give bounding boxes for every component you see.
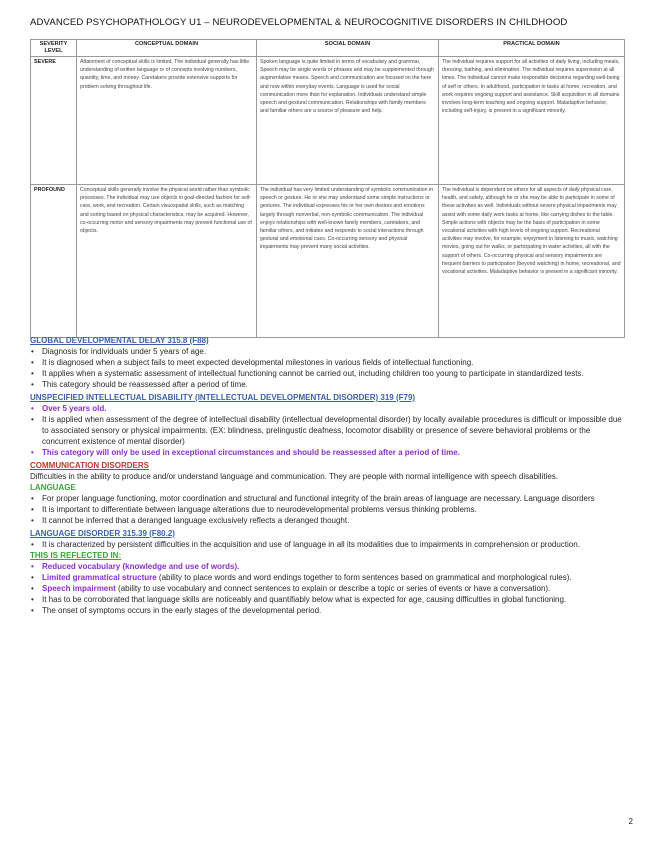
section-heading-communication: COMMUNICATION DISORDERS (30, 461, 149, 470)
severity-level-cell: PROFOUND (31, 185, 77, 338)
communication-paragraph: Difficulties in the ability to produce and/or understand language and communication. They are people with normal intelligence with speech disabilities. (30, 472, 559, 481)
term-label: Speech impairment (42, 584, 116, 593)
column-header: PRACTICAL DOMAIN (439, 40, 625, 57)
list-item (30, 583, 630, 594)
language-list (30, 493, 630, 526)
list-item: • It cannot be inferred that a deranged language exclusively reflects a deranged thought. (30, 515, 630, 526)
section-heading-uid: UNSPECIFIED INTELLECTUAL DISABILITY (INTELLECTUAL DEVELOPMENTAL DISORDER) 319 (F79) (30, 393, 416, 402)
list-item: • It applies when a systematic assessment of intellectual functioning cannot be carried out, including children too young to participate in standardized tests. (30, 368, 630, 379)
list-item: • This category should be reassessed after a period of time. (30, 379, 630, 390)
language-disorder-list (30, 539, 630, 550)
list-item: • The onset of symptoms occurs in the early stages of the developmental period. (30, 605, 630, 616)
gdd-list (30, 346, 630, 390)
uid-list (30, 403, 630, 458)
list-item: • It is characterized by persistent difficulties in the acquisition and use of language in all its modalities due to impairments in comprehension or production. (30, 539, 630, 550)
page-title: ADVANCED PSYCHOPATHOLOGY U1 – NEURODEVELOPMENTAL & NEUROCOGNITIVE DISORDERS IN CHILDHOOD (30, 17, 568, 28)
practical-cell: The individual is dependent on others for all aspects of daily physical care, health, and safety, although he or she may be able to participate in some of these activities as well. Individuals without severe physical impairments may assist with some daily work tasks at home, like carrying dishes to the table. Simple actions with objects may be the basis of participation in some vocational activities with high levels of ongoing support. Recreational activities may involve, for example, enjoyment in listening to music, watching movies, going out for walks, or participating in water activities, all with the support of others. Co-occurring physical and sensory impairments are frequent barriers to participation (beyond watching) in home, recreational, and vocational activities. Maladaptive behavior is present in a significant minority. (439, 185, 625, 338)
term-label: Limited grammatical structure (42, 573, 157, 582)
list-item: • Diagnosis for individuals under 5 years of age. (30, 346, 630, 357)
reflected-list (30, 561, 630, 616)
list-item: • Over 5 years old. (30, 403, 630, 414)
list-item: • It has to be corroborated that language skills are noticeably and quantifiably below what is expected for age, causing difficulties in global functioning. (30, 594, 630, 605)
severity-level-cell: SEVERE (31, 57, 77, 185)
section-heading-language: LANGUAGE (30, 483, 76, 492)
social-cell: The individual has very limited understanding of symbolic communication in speech or gesture. He or she may understand some simple instructions or gestures. The individual expresses his or her own desires and emotions largely through nonverbal, non-symbolic communication. The individual enjoys relationships with well-known family members, caretakers, and familiar others, and initiates and responds to social interactions through gestural and emotional cues. Co-occurring sensory and physical impairments may prevent many social activities. (257, 185, 439, 338)
column-header: CONCEPTUAL DOMAIN (77, 40, 257, 57)
list-item (30, 572, 630, 583)
table-row (31, 57, 625, 185)
list-item: • This category will only be used in exceptional circumstances and should be reassessed after a period of time. (30, 447, 630, 458)
social-cell: Spoken language is quite limited in terms of vocabulary and grammar. Speech may be single words or phrases and may be supplemented through augmentative means. Speech and communication are focused on the here and now within everyday events. Language is used for social communication more than for explanation. Individuals understand simple speech and gestural communication. Relationships with family members and familiar others are a source of pleasure and help. (257, 57, 439, 185)
column-header: SEVERITY LEVEL (31, 40, 77, 57)
table-header-row (31, 40, 625, 57)
list-item: • It is important to differentiate between language alterations due to neurodevelopmental problems versus thinking problems. (30, 504, 630, 515)
list-item: • Reduced vocabulary (knowledge and use of words). (30, 561, 630, 572)
page-number: 2 (628, 817, 633, 826)
table-row (31, 185, 625, 338)
list-item: • For proper language functioning, motor coordination and structural and functional integrity of the brain areas of language are necessary. Language disorders (30, 493, 630, 504)
conceptual-cell: Conceptual skills generally involve the physical world rather than symbolic processes. The individual may use objects in goal-directed fashion for self-care, work, and recreation. Certain visuospatial skills, such as matching and sorting based on physical characteristics, may be acquired. However, co-occurring motor and sensory impairments may prevent functional use of objects. (77, 185, 257, 338)
conceptual-cell: Attainment of conceptual skills is limited. The individual generally has little understanding of written language or of concepts involving numbers, quantity, time, and money. Caretakers provide extensive supports for problem solving throughout life. (77, 57, 257, 185)
term-text: (ability to use vocabulary and connect sentences to explain or describe a topic or series of events or have a conversation). (115, 584, 551, 593)
section-heading-language-disorder: LANGUAGE DISORDER 315.39 (F80.2) (30, 529, 175, 538)
column-header: SOCIAL DOMAIN (257, 40, 439, 57)
section-heading-gdd: GLOBAL DEVELOPMENTAL DELAY 315.8 (F88) (30, 336, 209, 345)
reflected-heading: THIS IS REFLECTED IN: (30, 551, 122, 560)
term-text: (ability to place words and word endings together to form sentences based on grammatical and morphological rules). (156, 573, 572, 582)
severity-table (30, 39, 625, 338)
list-item: • It is diagnosed when a subject fails to meet expected developmental milestones in various fields of intellectual functioning. (30, 357, 630, 368)
document-body (30, 335, 630, 616)
list-item: • It is applied when assessment of the degree of intellectual disability (intellectual developmental disorder) by locally available procedures is difficult or impossible due to associated sensory or physical impairments. (EX: blindness, prelingustic deafness, locomotor disability or presence of severe behavioral problems or the concurrent existence of mental disorder) (30, 414, 630, 447)
practical-cell: The individual requires support for all activities of daily living, including meals, dressing, bathing, and elimination. The individual requires supervision at all times. The individual cannot make responsible decisions regarding well-being of self or others. In adulthood, participation in tasks at home, recreation, and work requires ongoing support and assistance. Skill acquisition in all domains involves long-term teaching and ongoing support. Maladaptive behavior, including self-injury, is present in a significant minority. (439, 57, 625, 185)
